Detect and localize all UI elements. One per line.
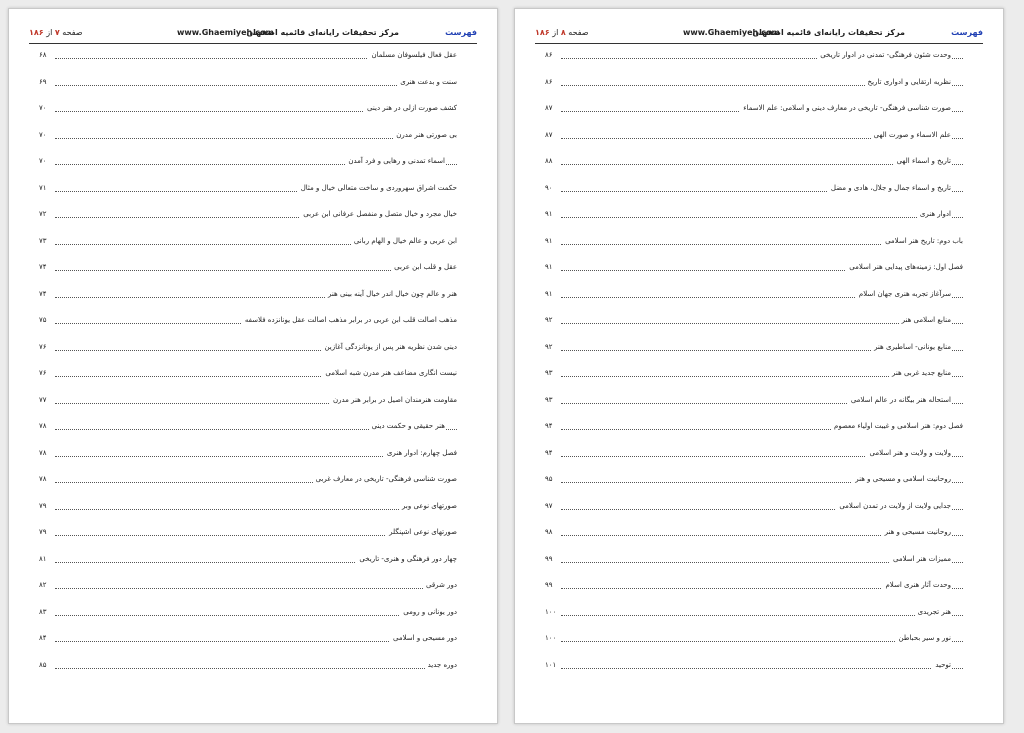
toc-entry-page: ۷۷ [39,395,47,404]
toc-entry-page: ۸۷ [545,104,553,112]
toc-entry[interactable] [39,443,457,470]
toc-entry-page: ۹۸ [545,528,553,536]
toc-entry-page: ۸۶ [545,51,553,59]
toc-entry-title[interactable]: توحید [932,661,951,669]
page-header [535,23,983,44]
toc-entry-page: ۹۳ [545,395,553,404]
toc-entry[interactable] [39,257,457,284]
toc-entry-page: ۱۰۰ [545,634,557,642]
toc-entry[interactable] [545,575,963,602]
toc-entry[interactable] [545,125,963,152]
toc-entry[interactable] [545,363,963,390]
toc-entry-title[interactable]: نظریه ارتقایی و ادواری تاریخ [865,78,951,86]
toc-entry-page: ۹۲ [545,316,553,324]
toc-entry-page: ۹۰ [545,183,553,192]
toc-entry-title[interactable]: ولایت و ولایت و هنر اسلامی [866,449,951,457]
toc-entry-title[interactable]: استحاله هنر بیگانه در عالم اسلامی [848,396,951,404]
toc-entry[interactable] [39,125,457,152]
toc-entry[interactable] [545,655,963,682]
toc-entry-page: ۹۱ [545,263,553,271]
toc-entry-page: ۸۶ [545,77,553,86]
toc-entry-title[interactable]: دینی شدن نظریه هنر پس از یونانزدگی آغازین [321,343,457,351]
toc-entry[interactable] [39,522,457,549]
toc-entry-title[interactable]: وحدت شئون فرهنگی- تمدنی در ادوار تاریخی [817,51,951,59]
toc-entry[interactable] [545,98,963,125]
toc-entry[interactable] [545,549,963,576]
toc-entry-title[interactable]: فصل اول: زمینه‌های پیدایی هنر اسلامی [846,263,963,271]
publisher-title: مرکز تحقیقات رایانه‌ای قائمیه اصفهان [246,28,399,37]
toc-entry[interactable] [39,45,457,72]
toc-entry-title[interactable]: دور شرقی [423,581,457,589]
toc-entry-page: ۷۳ [39,236,47,245]
toc-entry-title[interactable]: هنر و عالم چون خیال اندر خیال آینه بینی هنر [325,290,457,298]
toc-entry-page: ۷۸ [39,475,47,483]
toc-entry[interactable] [39,98,457,125]
toc-entry[interactable] [545,469,963,496]
publisher-title: مرکز تحقیقات رایانه‌ای قائمیه اصفهان [752,28,905,37]
page-number: صفحه ۸ از ۱۸۶ [535,28,589,37]
toc-entry[interactable] [39,575,457,602]
toc-entry-title[interactable]: حکمت اشراق سهروردی و ساخت متعالی خیال و مثال [298,184,457,192]
toc-entry-page: ۸۱ [39,554,47,563]
toc-entry-page: ۸۳ [39,607,47,616]
toc-entry-page: ۷۰ [39,104,47,112]
toc-entry-title[interactable]: ممیزات هنر اسلامی [890,555,951,563]
toc-entry-title[interactable]: تاریخ و اسماء الهی [894,157,951,165]
toc-entry-page: ۷۰ [39,157,47,165]
toc-entry-page: ۷۶ [39,342,47,351]
toc-entry[interactable] [545,310,963,337]
toc-entry-title[interactable]: صورتهای نوعی وبر [399,502,457,510]
toc-entry-page: ۷۸ [39,422,47,430]
toc-entry[interactable] [39,72,457,99]
toc-entry[interactable] [545,178,963,205]
toc-entry-title[interactable]: مذهب اصالت قلب ابن عربی در برابر مذهب اصالت عقل یونانزده فلاسفه [242,316,457,324]
toc-entry-page: ۷۶ [39,369,47,377]
toc-entry[interactable] [545,496,963,523]
toc-entry-title[interactable]: منابع یونانی- اساطیری هنر [871,343,951,351]
toc-entry[interactable] [39,231,457,258]
toc-entry[interactable] [39,549,457,576]
toc-entry-title[interactable]: جدایی ولایت از ولایت در تمدن اسلامی [836,502,951,510]
toc-entry-title[interactable]: مقاومت هنرمندان اصیل در برابر هنر مدرن [330,396,457,404]
toc-entry-title[interactable]: چهار دور فرهنگی و هنری- تاریخی [356,555,457,563]
toc-entry[interactable] [39,628,457,655]
toc-entry[interactable] [39,178,457,205]
toc-entry-page: ۷۴ [39,289,47,298]
toc-entry[interactable] [39,284,457,311]
toc-entry-page: ۸۲ [39,581,47,589]
toc-entry-page: ۸۵ [39,660,47,669]
toc-entry-page: ۱۰۱ [545,660,557,669]
toc-entry[interactable] [545,522,963,549]
page-header [29,23,477,44]
toc-entry[interactable] [545,45,963,72]
toc-entry[interactable] [39,496,457,523]
toc-entry-page: ۹۱ [545,236,553,245]
toc-entry-title[interactable]: خیال مجرد و خیال متصل و منفصل عرفانی ابن عربی [300,210,457,218]
toc-entry-page: ۷۹ [39,501,47,510]
toc-entry[interactable] [39,602,457,629]
toc-entry[interactable] [545,204,963,231]
toc-entry-title[interactable]: نیست انگاری مضاعف هنر مدرن شبه اسلامی [322,369,457,377]
toc-entry-title[interactable]: عقل فعال فیلسوفان مسلمان [368,51,457,59]
toc-entry[interactable] [545,257,963,284]
website-link[interactable]: www.Ghaemiyeh.com [177,28,274,37]
toc-entry[interactable] [39,469,457,496]
toc-entry[interactable] [39,204,457,231]
toc-entry-title[interactable]: ابن عربی و عالم خیال و الهام ربانی [351,237,457,245]
toc-entry-page: ۸۷ [545,130,553,139]
toc-entry-page: ۹۴ [545,422,553,430]
toc-entry-title[interactable]: روحانیت اسلامی و مسیحی و هنر [852,475,951,483]
toc-list [545,45,963,681]
toc-entry-title[interactable]: صورت شناسی فرهنگی- تاریخی در معارف غربی [313,475,457,483]
toc-entry-page: ۷۰ [39,130,47,139]
toc-entry[interactable] [39,337,457,364]
toc-entry-title[interactable]: وحدت آثار هنری اسلام [882,581,951,589]
toc-entry[interactable] [545,72,963,99]
toc-entry-title[interactable]: هنر تجریدی [915,608,951,616]
toc-entry[interactable] [39,390,457,417]
toc-entry[interactable] [545,390,963,417]
toc-entry-page: ۹۱ [545,210,553,218]
toc-page-left [8,8,498,724]
toc-entry-page: ۷۹ [39,528,47,536]
toc-entry-page: ۷۲ [39,210,47,218]
toc-entry-page: ۷۵ [39,316,47,324]
toc-entry[interactable] [39,416,457,443]
toc-entry[interactable] [545,337,963,364]
toc-entry-page: ۹۲ [545,342,553,351]
toc-entry-title[interactable]: بی صورتی هنر مدرن [393,131,457,139]
toc-entry-page: ۹۹ [545,554,553,563]
toc-entry-title[interactable]: فصل دوم: هنر اسلامی و غیبت اولیاء معصوم [831,422,963,430]
toc-entry-title[interactable]: سنت و بدعت هنری [397,78,457,86]
section-title: فهرست [445,28,477,37]
toc-entry[interactable] [39,310,457,337]
toc-entry-title[interactable]: دوره جدید [425,661,457,669]
toc-entry-page: ۹۴ [545,448,553,457]
toc-entry[interactable] [545,443,963,470]
toc-entry-title[interactable]: علم الاسماء و صورت الهی [871,131,951,139]
toc-entry-title[interactable]: دور مسیحی و اسلامی [390,634,457,642]
toc-entry[interactable] [545,151,963,178]
toc-entry-title[interactable]: روحانیت مسیحی و هنر [882,528,951,536]
toc-entry[interactable] [39,655,457,682]
toc-entry-page: ۹۵ [545,475,553,483]
toc-page-right [514,8,1004,724]
toc-entry-title[interactable]: دور یونانی و رومی [400,608,457,616]
toc-entry[interactable] [39,363,457,390]
toc-entry-page: ۹۹ [545,581,553,589]
toc-entry-title[interactable]: کشف صورت ازلی در هنر دینی [364,104,457,112]
toc-entry-page: ۹۱ [545,289,553,298]
toc-entry-title[interactable]: سرآغاز تجربه هنری جهان اسلام [856,290,951,298]
toc-entry-page: ۷۴ [39,263,47,271]
toc-entry-page: ۷۱ [39,183,47,192]
toc-entry-title[interactable]: اسماء تمدنی و رهایی و فرد آمدن [345,157,445,165]
toc-entry-title[interactable]: عقل و قلب ابن عربی [391,263,457,271]
toc-entry-page: ۷۸ [39,448,47,457]
toc-entry-page: ۹۷ [545,501,553,510]
toc-entry[interactable] [39,151,457,178]
toc-entry[interactable] [545,602,963,629]
toc-entry[interactable] [545,231,963,258]
toc-entry-title[interactable]: صورتهای نوعی اشپنگلر [386,528,457,536]
toc-entry[interactable] [545,416,963,443]
toc-entry-title[interactable]: فصل چهارم: ادوار هنری [384,449,457,457]
toc-list [39,45,457,681]
toc-entry-page: ۶۸ [39,51,47,59]
toc-entry-title[interactable]: ادوار هنری [917,210,951,218]
toc-entry-page: ۶۹ [39,77,47,86]
toc-entry-page: ۱۰۰ [545,607,557,616]
toc-entry-page: ۸۸ [545,157,553,165]
toc-entry-title[interactable]: باب دوم: تاریخ هنر اسلامی [882,237,963,245]
website-link[interactable]: www.Ghaemiyeh.com [683,28,780,37]
toc-entry-title[interactable]: صورت شناسی فرهنگی- تاریخی در معارف دینی و اسلامی: علم الاسماء [740,104,951,112]
toc-entry-page: ۹۳ [545,369,553,377]
toc-entry-title[interactable]: تاریخ و اسماء جمال و جلال، هادی و مضل [828,184,951,192]
toc-entry[interactable] [545,284,963,311]
toc-entry-title[interactable]: منابع اسلامی هنر [899,316,951,324]
toc-entry-title[interactable]: هنر حقیقی و حکمت دینی [369,422,445,430]
toc-entry-page: ۸۴ [39,634,47,642]
toc-entry-title[interactable]: منابع جدید غربی هنر [889,369,951,377]
page-number: صفحه ۷ از ۱۸۶ [29,28,83,37]
toc-entry-title[interactable]: نور و سیر بحباطن [896,634,951,642]
toc-entry[interactable] [545,628,963,655]
section-title: فهرست [951,28,983,37]
